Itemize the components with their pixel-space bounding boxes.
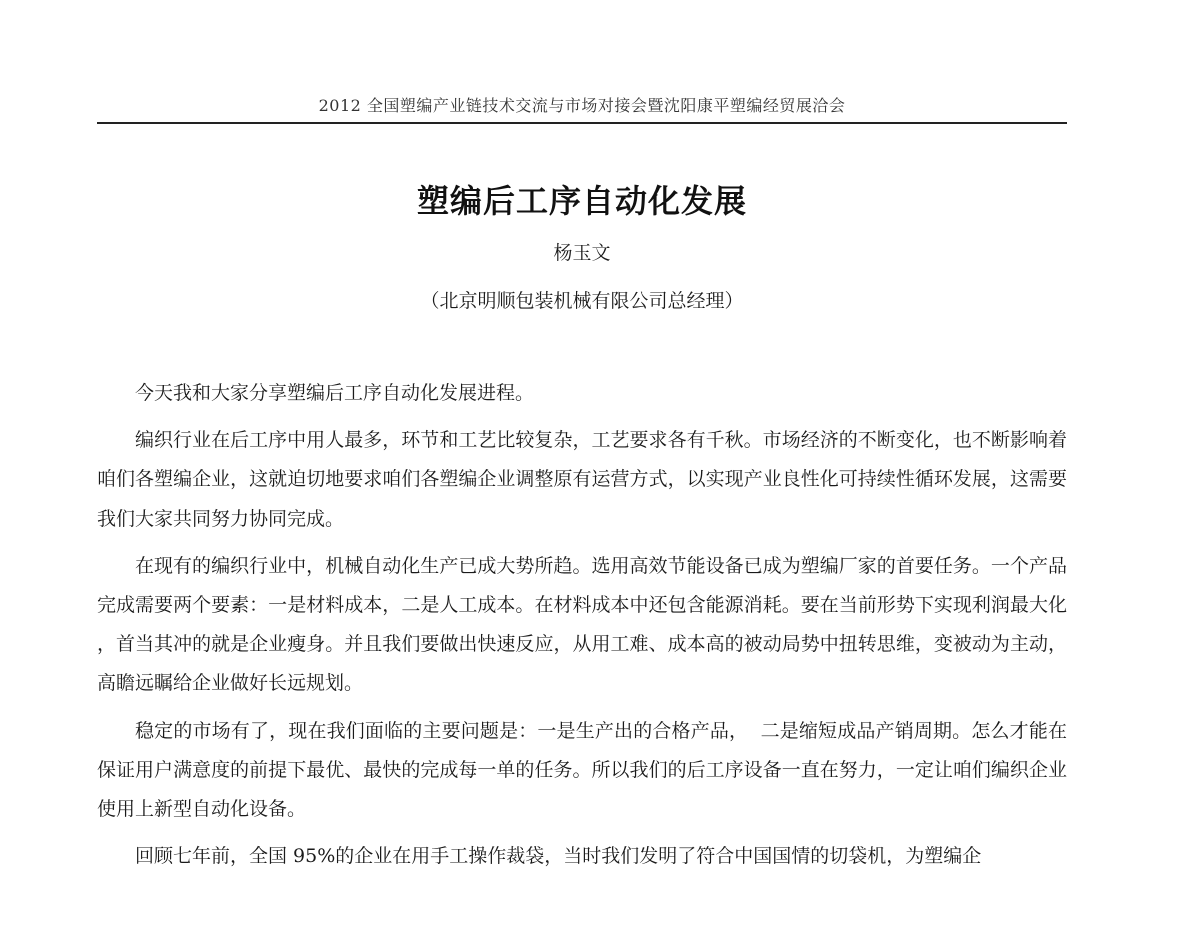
author-name: 杨玉文 — [553, 242, 611, 264]
paragraph-market: 稳定的市场有了，现在我们面临的主要问题是：一是生产出的合格产品， 二是缩短成品产销周期。怎么才能在保证用户满意度的前提下最优、最快的完成每一单的任务。所以我们的后工序设备一直在努力，一定让咱们编织企业使用上新型自动化设备。 — [97, 719, 1067, 821]
author-affiliation: （北京明顺包装机械有限公司总经理） — [420, 290, 744, 312]
paragraph-industry: 编织行业在后工序中用人最多，环节和工艺比较复杂，工艺要求各有千秋。市场经济的不断变化，也不断影响着咱们各塑编企业，这就迫切地要求咱们各塑编企业调整原有运营方式，以实现产业良性化可持续性循环发展，这需要我们大家共同努力协同完成。 — [97, 429, 1067, 530]
header-rule — [97, 122, 1067, 124]
paragraph-history: 回顾七年前，全国 95%的企业在用手工操作裁袋，当时我们发明了符合中国国情的切袋机，为塑编企 — [135, 845, 982, 868]
paragraph-intro: 今天我和大家分享塑编后工序自动化发展进程。 — [135, 382, 535, 404]
article-title: 塑编后工序自动化发展 — [416, 182, 747, 220]
article-body — [97, 374, 1067, 884]
running-header: 2012 全国塑编产业链技术交流与市场对接会暨沈阳康平塑编经贸展洽会 — [318, 96, 846, 115]
paragraph-automation: 在现有的编织行业中，机械自动化生产已成大势所趋。选用高效节能设备已成为塑编厂家的首要任务。一个产品完成需要两个要素：一是材料成本，二是人工成本。在材料成本中还包含能源消耗。要在当前形势下实现利润最大化，首当其冲的就是企业瘦身。并且我们要做出快速反应，从用工难、成本高的被动局势中扭转思维，变被动为主动，高瞻远瞩给企业做好长远规划。 — [97, 554, 1067, 695]
